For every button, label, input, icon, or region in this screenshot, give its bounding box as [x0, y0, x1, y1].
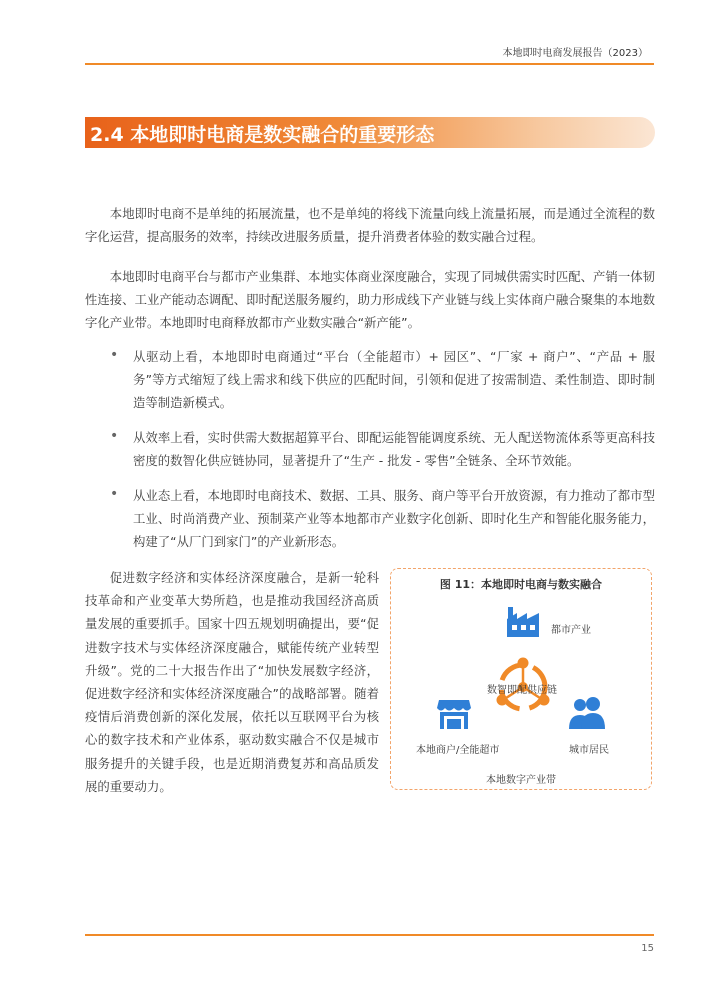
label-digital-industry-belt: 本地数字产业带 — [486, 775, 556, 786]
left-paragraph: 促进数字经济和实体经济深度融合，是新一轮科技革命和产业变革大势所趋，也是推动我国经济高质量发展的重要抓手。国家十四五规划明确提出，要“促进数字技术与实体经济深度融合，赋能传统产业转型升级”。党的二十大报告作出了“加快发展数字经济，促进数字经济和实体经济深度融合”的战略部署。随着疫情后消费创新的深化发展，依托以互联网平台为核心的数字技术和产业体系，驱动数实融合不仅是城市服务提升的关键手段，也是近期消费复苏和高品质发展的重要动力。 — [85, 570, 379, 794]
section-banner — [85, 117, 655, 148]
figure-box — [390, 568, 652, 790]
footer-divider — [85, 934, 654, 936]
bullet-dot-icon: • — [110, 486, 119, 502]
paragraph-1: 本地即时电商不是单纯的拓展流量，也不是单纯的将线下流量向线上流量拓展，而是通过全流程的数字化运营，提高服务的效率，持续改进服务质量，提升消费者体验的数实融合过程。 — [85, 206, 655, 244]
bullet-dot-icon: • — [110, 428, 119, 444]
section-title: 2.4 本地即时电商是数实融合的重要形态 — [90, 124, 435, 146]
figure-title: 图 11：本地即时电商与数实融合 — [439, 578, 603, 591]
paragraph-2: 本地即时电商平台与都市产业集群、本地实体商业深度融合，实现了同城供需实时匹配、产销一体韧性连接、工业产能动态调配、即时配送服务履约，助力形成线下产业链与线上实体商户融合聚集的本地数字化产业带。本地即时电商释放都市产业数实融合“新产能”。 — [85, 269, 655, 330]
bullet-dot-icon: • — [110, 347, 119, 363]
factory-icon — [505, 603, 541, 639]
label-city-residents: 城市居民 — [569, 745, 609, 756]
bullet-item-2: 从效率上看，实时供需大数据超算平台、即配运能智能调度系统、无人配送物流体系等更高科技密度的数智化供应链协同，显著提升了“生产 - 批发 - 零售”全链条、全环节效能。 — [133, 430, 655, 468]
header-title: 本地即时电商发展报告（2023） — [502, 48, 648, 59]
bullet-item-1: 从驱动上看，本地即时电商通过“平台（全能超市）+ 园区”、“厂家 + 商户”、“产品 + 服务”等方式缩短了线上需求和线下供应的匹配时间，引领和促进了按需制造、柔性制造、即时制造等制造新模式。 — [133, 349, 655, 410]
header-divider — [85, 63, 654, 65]
people-icon — [567, 695, 607, 731]
label-supply-chain: 数智即配供应链 — [487, 685, 557, 696]
label-urban-industry: 都市产业 — [551, 625, 591, 636]
bullet-item-3: 从业态上看，本地即时电商技术、数据、工具、服务、商户等平台开放资源，有力推动了都市型工业、时尚消费产业、预制菜产业等本地都市产业数字化创新、即时化生产和智能化服务能力，构建了“从厂门到家门”的产业新形态。 — [133, 488, 655, 549]
storefront-icon — [436, 697, 472, 731]
label-local-merchant: 本地商户/全能超市 — [416, 745, 500, 756]
page-number: 15 — [641, 943, 654, 954]
